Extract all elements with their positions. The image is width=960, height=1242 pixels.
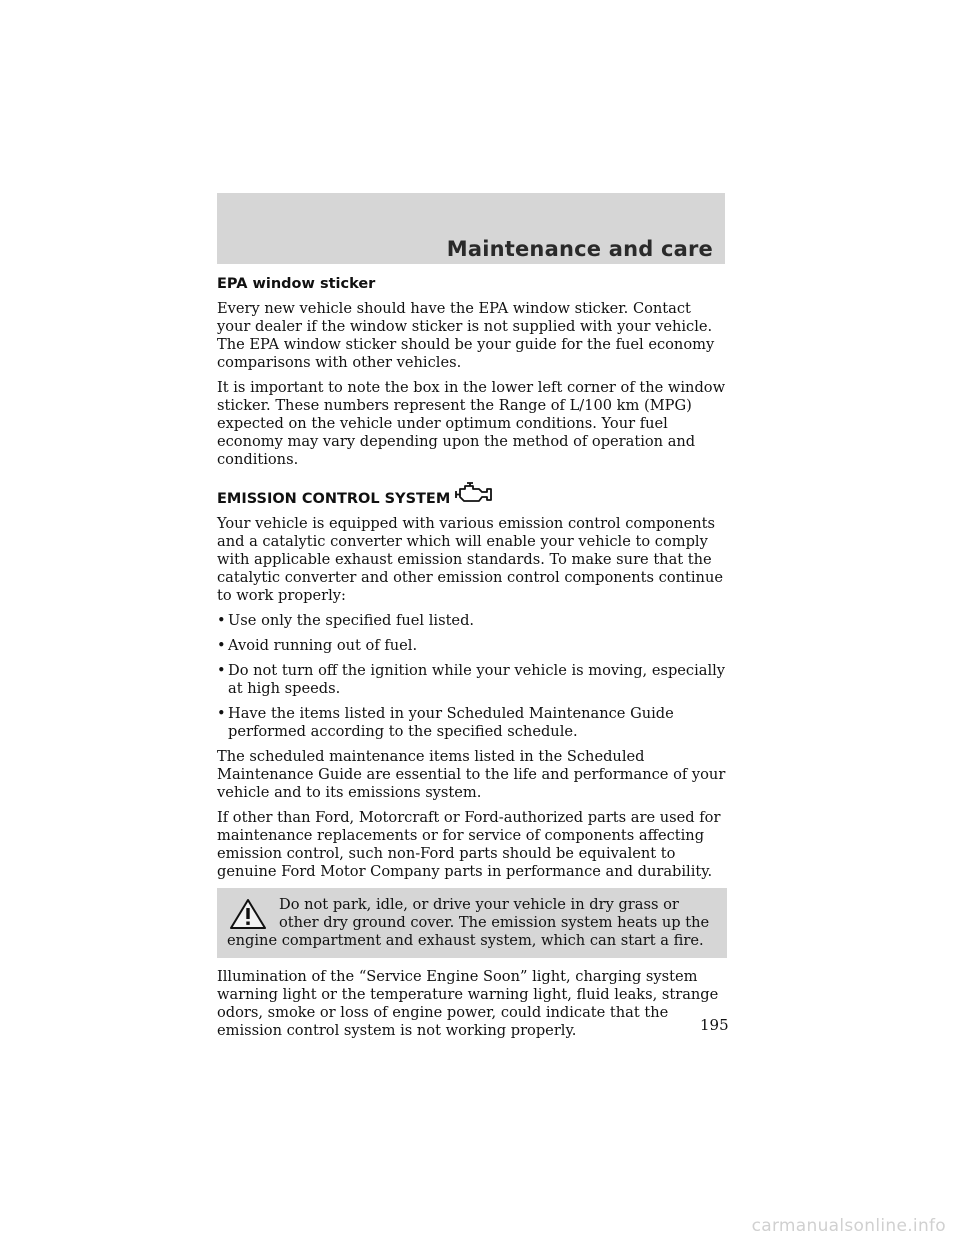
watermark: carmanualsonline.info <box>751 1216 946 1236</box>
closing-paragraph: Illumination of the “Service Engine Soon” light, charging system warning light or the temperature warning light, fluid leaks, strange odors, smoke or loss of engine power, could indicate that the emission control system is not working properly. <box>217 968 719 1039</box>
list-item: • Do not turn off the ignition while your vehicle is moving, especially at high speeds. <box>217 662 726 697</box>
warning-text: Do not park, idle, or drive your vehicle in dry grass or other dry ground cover. The emission system heats up the engine compartment and exhaust system, which can start a fire. <box>227 896 710 949</box>
list-item: • Have the items listed in your Scheduled Maintenance Guide performed according to the specified schedule. <box>217 705 727 741</box>
section-title: Maintenance and care <box>446 237 713 261</box>
emission-intro: Your vehicle is equipped with various emission control components and a catalytic converter which will enable your vehicle to comply with applicable exhaust emission standards. To make sure that the catalytic converter and other emission control components continue to work properly: <box>217 515 723 604</box>
list-item-text: Avoid running out of fuel. <box>228 637 418 654</box>
page-number: 195 <box>700 1016 729 1034</box>
section-header-band <box>217 193 725 264</box>
emission-heading-row <box>217 481 727 507</box>
list-item: • Use only the specified fuel listed. <box>217 612 475 629</box>
emission-paragraph-2: If other than Ford, Motorcraft or Ford-authorized parts are used for maintenance replacements or for service of components affecting emission control, such non-Ford parts should be equivalent to genuine Ford Motor Company parts in performance and durability. <box>217 809 721 880</box>
list-item-text: Have the items listed in your Scheduled Maintenance Guide performed according to the specified schedule. <box>228 705 674 740</box>
epa-paragraph-2: It is important to note the box in the lower left corner of the window sticker. These numbers represent the Range of L/100 km (MPG) expected on the vehicle under optimum conditions. Your fuel economy may vary depending upon the method of operation and conditions. <box>217 379 726 468</box>
emission-paragraph-1: The scheduled maintenance items listed in the Scheduled Maintenance Guide are essential to the life and performance of your vehicle and to its emissions system. <box>217 748 726 801</box>
list-item-text: Use only the specified fuel listed. <box>228 612 475 629</box>
engine-icon <box>453 481 495 507</box>
list-item-text: Do not turn off the ignition while your vehicle is moving, especially at high speeds. <box>228 662 726 697</box>
page-content <box>217 276 727 1047</box>
warning-triangle-icon <box>229 898 267 930</box>
epa-paragraph-1: Every new vehicle should have the EPA window sticker. Contact your dealer if the window sticker is not supplied with your vehicle. The EPA window sticker should be your guide for the fuel economy comparisons with other vehicles. <box>217 300 715 371</box>
warning-box <box>217 888 727 958</box>
epa-heading: EPA window sticker <box>217 276 376 292</box>
emission-heading: EMISSION CONTROL SYSTEM <box>217 491 451 507</box>
list-item: • Avoid running out of fuel. <box>217 637 418 654</box>
